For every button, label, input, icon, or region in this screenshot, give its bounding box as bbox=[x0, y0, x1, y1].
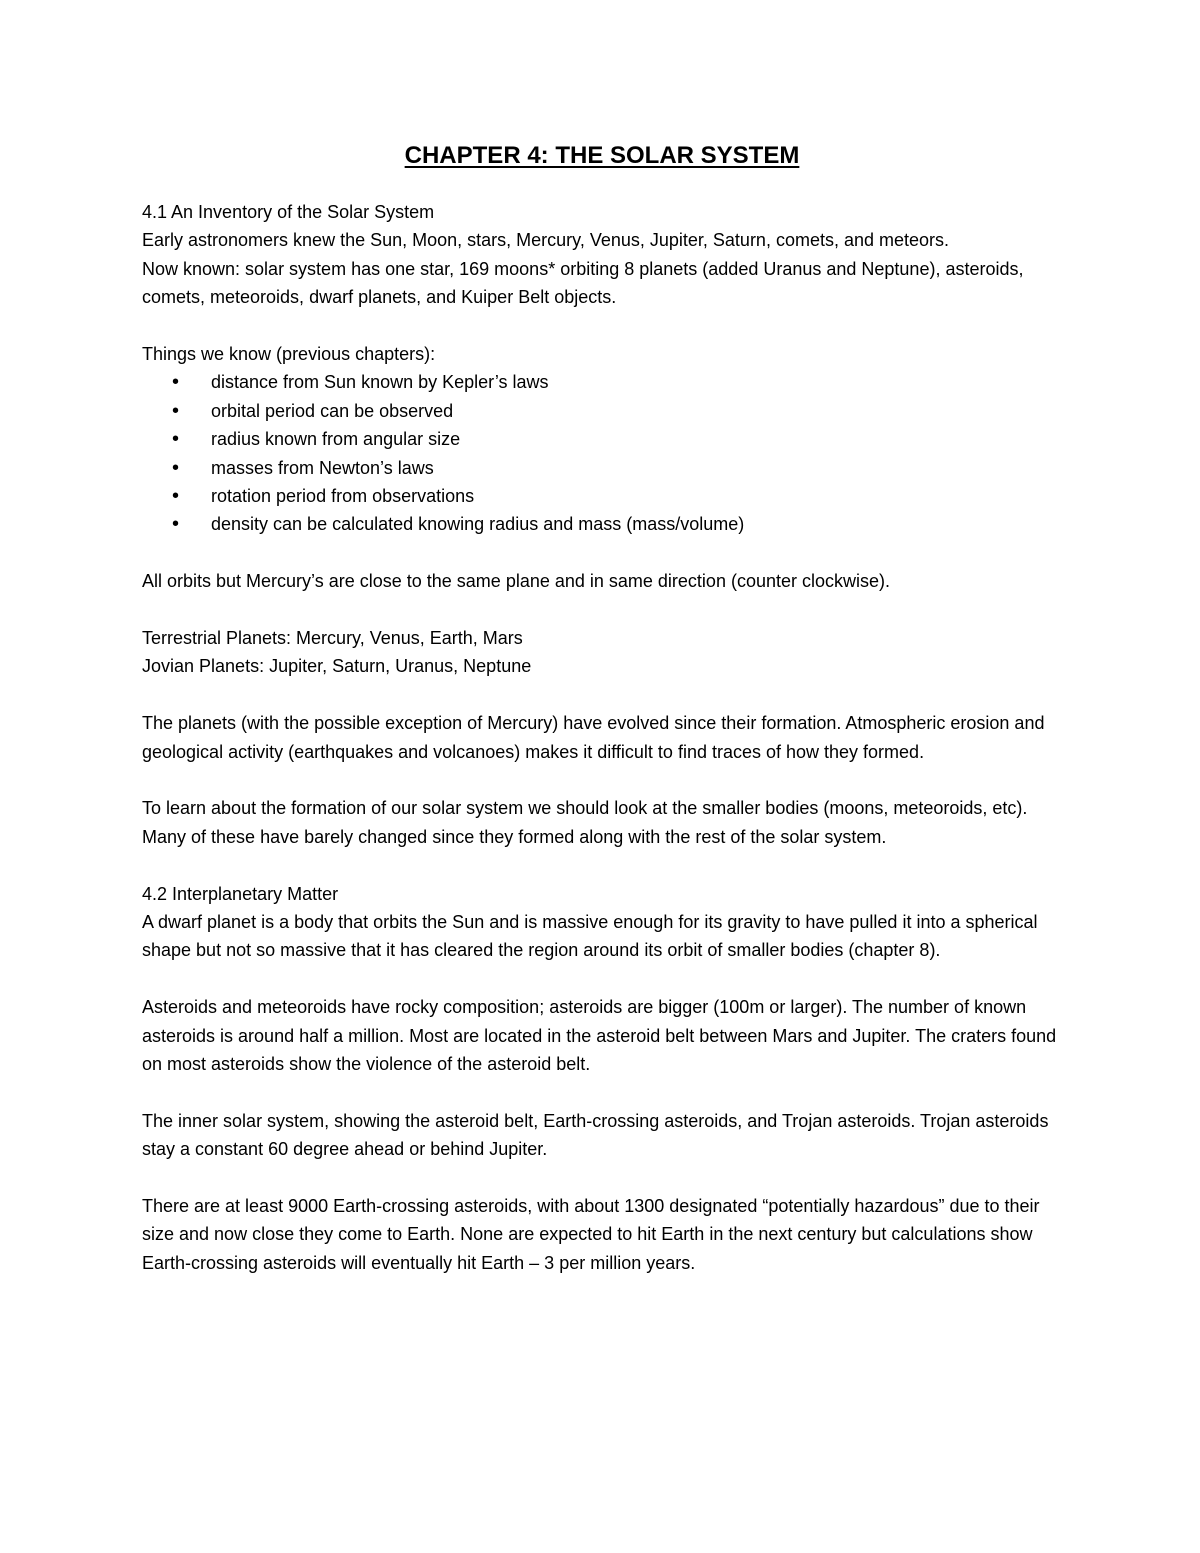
paragraph-now-known: Now known: solar system has one star, 169 moons* orbiting 8 planets (added Uranus and Neptune), asteroids, comets, meteoroids, dwarf planets, and Kuiper Belt objects. bbox=[142, 258, 1024, 308]
paragraph-inner-solar-system: The inner solar system, showing the asteroid belt, Earth-crossing asteroids, and Trojan asteroids. Trojan asteroids stay a constant 60 degree ahead or behind Jupiter. bbox=[142, 1110, 1049, 1160]
paragraph-orbits: All orbits but Mercury’s are close to the same plane and in same direction (counter clockwise). bbox=[142, 571, 891, 592]
paragraph-planets-evolved: The planets (with the possible exception of Mercury) have evolved since their formation. Atmospheric erosion and geological activity (earthquakes and volcanoes) makes it difficult to find traces of how they formed. bbox=[142, 713, 1045, 762]
chapter-title: CHAPTER 4: THE SOLAR SYSTEM bbox=[404, 142, 800, 169]
paragraph-asteroids: Asteroids and meteoroids have rocky composition; asteroids are bigger (100m or larger). The number of known asteroids is around half a million. Most are located in the asteroid belt between Mars and Jupiter. The craters found on most asteroids show the violence of the asteroid belt. bbox=[142, 997, 1057, 1075]
list-item: • masses from Newton’s laws bbox=[142, 454, 1062, 482]
paragraph-jovian-planets: Jovian Planets: Jupiter, Saturn, Uranus, Neptune bbox=[142, 656, 532, 677]
paragraph-formation: To learn about the formation of our solar system we should look at the smaller bodies (moons, meteoroids, etc). Many of these have barely changed since they formed along with the rest of the solar system. bbox=[142, 798, 1028, 847]
list-item: • distance from Sun known by Kepler’s laws bbox=[142, 368, 1062, 396]
paragraph-dwarf-planet: A dwarf planet is a body that orbits the Sun and is massive enough for its gravity to have pulled it into a spherical shape but not so massive that it has cleared the region around its orbit of smaller bodies (chapter 8). bbox=[142, 912, 1038, 961]
list-item: • radius known from angular size bbox=[142, 425, 1062, 453]
list-item: • rotation period from observations bbox=[142, 482, 1062, 510]
paragraph-terrestrial-planets: Terrestrial Planets: Mercury, Venus, Earth, Mars bbox=[142, 628, 523, 649]
paragraph-earth-crossing: There are at least 9000 Earth-crossing asteroids, with about 1300 designated “potentially hazardous” due to their size and now close they come to Earth. None are expected to hit Earth in the next century but calculations show Earth-crossing asteroids will eventually hit Earth – 3 per million years. bbox=[142, 1196, 1040, 1273]
document-page bbox=[142, 140, 1062, 1277]
list-item: • density can be calculated knowing radius and mass (mass/volume) bbox=[142, 510, 1062, 538]
section-heading-4-2: 4.2 Interplanetary Matter bbox=[142, 883, 339, 904]
paragraph-early-astronomers: Early astronomers knew the Sun, Moon, stars, Mercury, Venus, Jupiter, Saturn, comets, and meteors. bbox=[142, 230, 950, 251]
things-we-know-heading: Things we know (previous chapters): bbox=[142, 344, 436, 365]
section-heading-4-1: 4.1 An Inventory of the Solar System bbox=[142, 202, 435, 222]
list-item: • orbital period can be observed bbox=[142, 397, 1062, 425]
things-we-know-list bbox=[142, 368, 1062, 538]
